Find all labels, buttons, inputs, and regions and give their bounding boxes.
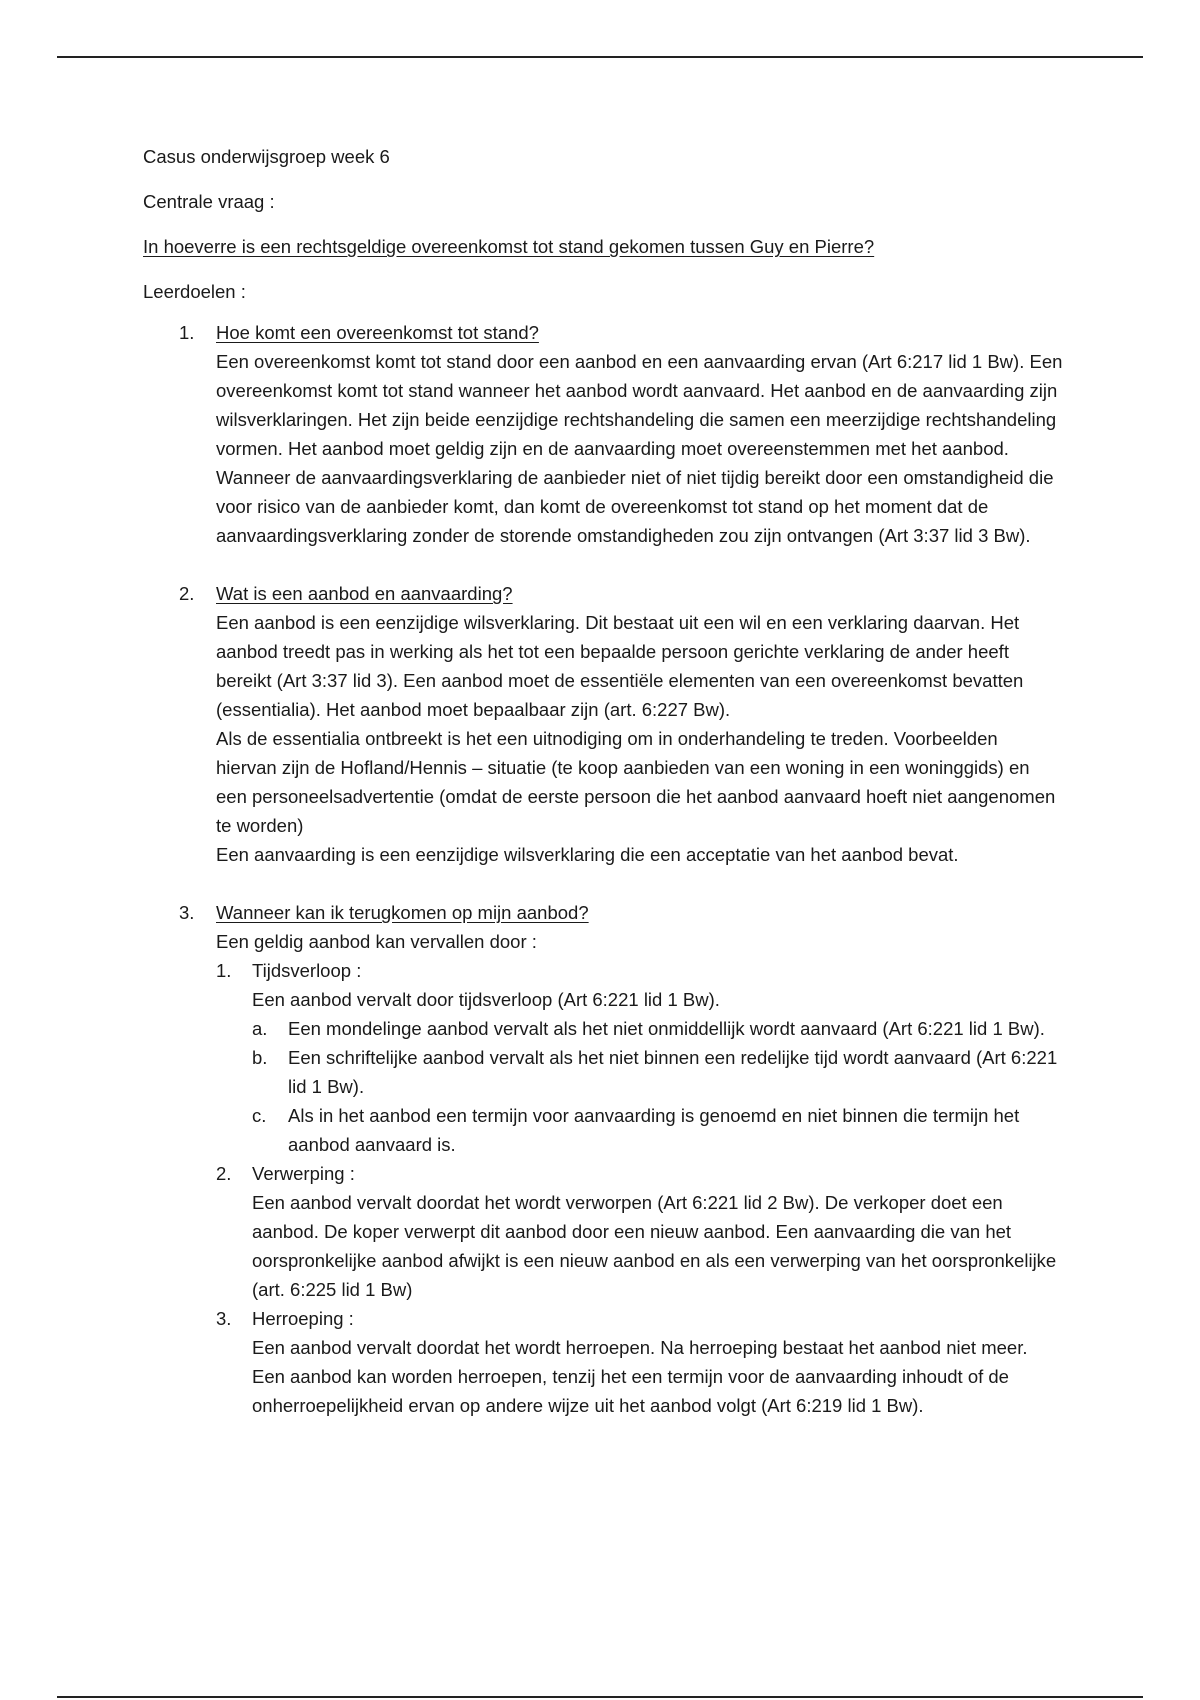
learning-goal-intro: Een geldig aanbod kan vervallen door : [216, 931, 537, 952]
lapse-reason-text: Een aanbod vervalt doordat het wordt verworpen (Art 6:221 lid 2 Bw). De verkoper doet een aanbod. De koper verwerpt dit aanbod door een nieuw aanbod. Een aanvaarding die van het oorspronkelijke aanbod afwijkt is een nieuw aanbod en als een verwerping van het oorspronkelijke (art. 6:225 lid 1 Bw) [252, 1192, 1057, 1300]
learning-goal-answer-paragraph: Een aanbod is een eenzijdige wilsverklaring. Dit bestaat uit een wil en een verklaring daarvan. Het aanbod treedt pas in werking als het tot een bepaalde persoon gerichte verklaring de ander heeft bereikt (Art 3:37 lid 3). Een aanbod moet de essentiële elementen van een overeenkomst bevatten (essentialia). Het aanbod moet bepaalbaar zijn (art. 6:227 Bw). [216, 612, 1024, 720]
learning-goal-title: Wanneer kan ik terugkomen op mijn aanbod? [216, 902, 589, 923]
learning-goal-title: Hoe komt een overeenkomst tot stand? [216, 322, 539, 343]
lapse-reason-number: 3. [216, 1308, 232, 1329]
learning-goal-2 [143, 579, 1063, 869]
lapse-reason-number: 2. [216, 1163, 232, 1184]
lapse-reason-label: Verwerping : [252, 1163, 355, 1184]
lapse-reason-text: Een aanbod vervalt door tijdsverloop (Art 6:221 lid 1 Bw). [252, 989, 720, 1010]
learning-goal-number: 2. [179, 583, 195, 604]
lapse-reason-number: 1. [216, 960, 232, 981]
lapse-reason-label: Tijdsverloop : [252, 960, 362, 981]
learning-goal-answer: Een overeenkomst komt tot stand door een aanbod en een aanvaarding ervan (Art 6:217 lid 1 Bw). Een overeenkomst komt tot stand wanneer het aanbod wordt aanvaard. Het aanbod en de aanvaarding zijn wilsverklaringen. Het zijn beide eenzijdige rechtshandeling die samen een meerzijdige rechtshandeling vormen. Het aanbod moet geldig zijn en de aanvaarding moet overeenstemmen met het aanbod. Wanneer de aanvaardingsverklaring de aanbieder niet of niet tijdig bereikt door een omstandigheid die voor risico van de aanbieder komt, dan komt de overeenkomst tot stand op het moment dat de aanvaardingsverklaring zonder de storende omstandigheden zou zijn ontvangen (Art 3:37 lid 3 Bw). [216, 351, 1063, 546]
lapse-subitem-text: Als in het aanbod een termijn voor aanvaarding is genoemd en niet binnen die termijn het aanbod aanvaard is. [288, 1105, 1020, 1155]
lapse-subitem-letter: c. [252, 1105, 267, 1126]
learning-goals-label: Leerdoelen : [143, 281, 246, 302]
lapse-reason-item [216, 1304, 1063, 1420]
lapse-subitem-letter: a. [252, 1018, 268, 1039]
lapse-subitem-text: Een schriftelijke aanbod vervalt als het niet binnen een redelijke tijd wordt aanvaard (Art 6:221 lid 1 Bw). [288, 1047, 1058, 1097]
bottom-rule [57, 1696, 1143, 1698]
lapse-subitem [252, 1043, 1063, 1101]
top-rule [57, 56, 1143, 58]
central-question-label: Centrale vraag : [143, 191, 275, 212]
document-body [143, 142, 1063, 1420]
learning-goal-1 [143, 318, 1063, 550]
lapse-subitem-letter: b. [252, 1047, 268, 1068]
learning-goal-number: 3. [179, 902, 195, 923]
central-question: In hoeverre is een rechtsgeldige overeenkomst tot stand gekomen tussen Guy en Pierre? [143, 236, 875, 257]
learning-goal-answer-paragraph: Als de essentialia ontbreekt is het een uitnodiging om in onderhandeling te treden. Voorbeelden hiervan zijn de Hofland/Hennis – situatie (te koop aanbieden van een woning in een woninggids) en een personeelsadvertentie (omdat de eerste persoon die het aanbod aanvaard hoeft niet aangenomen te worden) [216, 728, 1056, 836]
lapse-reason-label: Herroeping : [252, 1308, 354, 1329]
lapse-reason-item [216, 1159, 1063, 1304]
learning-goal-answer-paragraph: Een aanvaarding is een eenzijdige wilsverklaring die een acceptatie van het aanbod bevat. [216, 844, 959, 865]
learning-goal-title: Wat is een aanbod en aanvaarding? [216, 583, 513, 604]
lapse-reason-text: Een aanbod vervalt doordat het wordt herroepen. Na herroeping bestaat het aanbod niet meer. Een aanbod kan worden herroepen, tenzij het een termijn voor de aanvaarding inhoudt of de onherroepelijkheid ervan op andere wijze uit het aanbod volgt (Art 6:219 lid 1 Bw). [252, 1337, 1028, 1416]
learning-goal-3 [143, 898, 1063, 1420]
lapse-subitem [252, 1014, 1063, 1043]
learning-goal-number: 1. [179, 322, 195, 343]
lapse-subitem-text: Een mondelinge aanbod vervalt als het niet onmiddellijk wordt aanvaard (Art 6:221 lid 1 Bw). [288, 1018, 1045, 1039]
document-title: Casus onderwijsgroep week 6 [143, 146, 390, 167]
lapse-subitem [252, 1101, 1063, 1159]
lapse-reason-item [216, 956, 1063, 1159]
